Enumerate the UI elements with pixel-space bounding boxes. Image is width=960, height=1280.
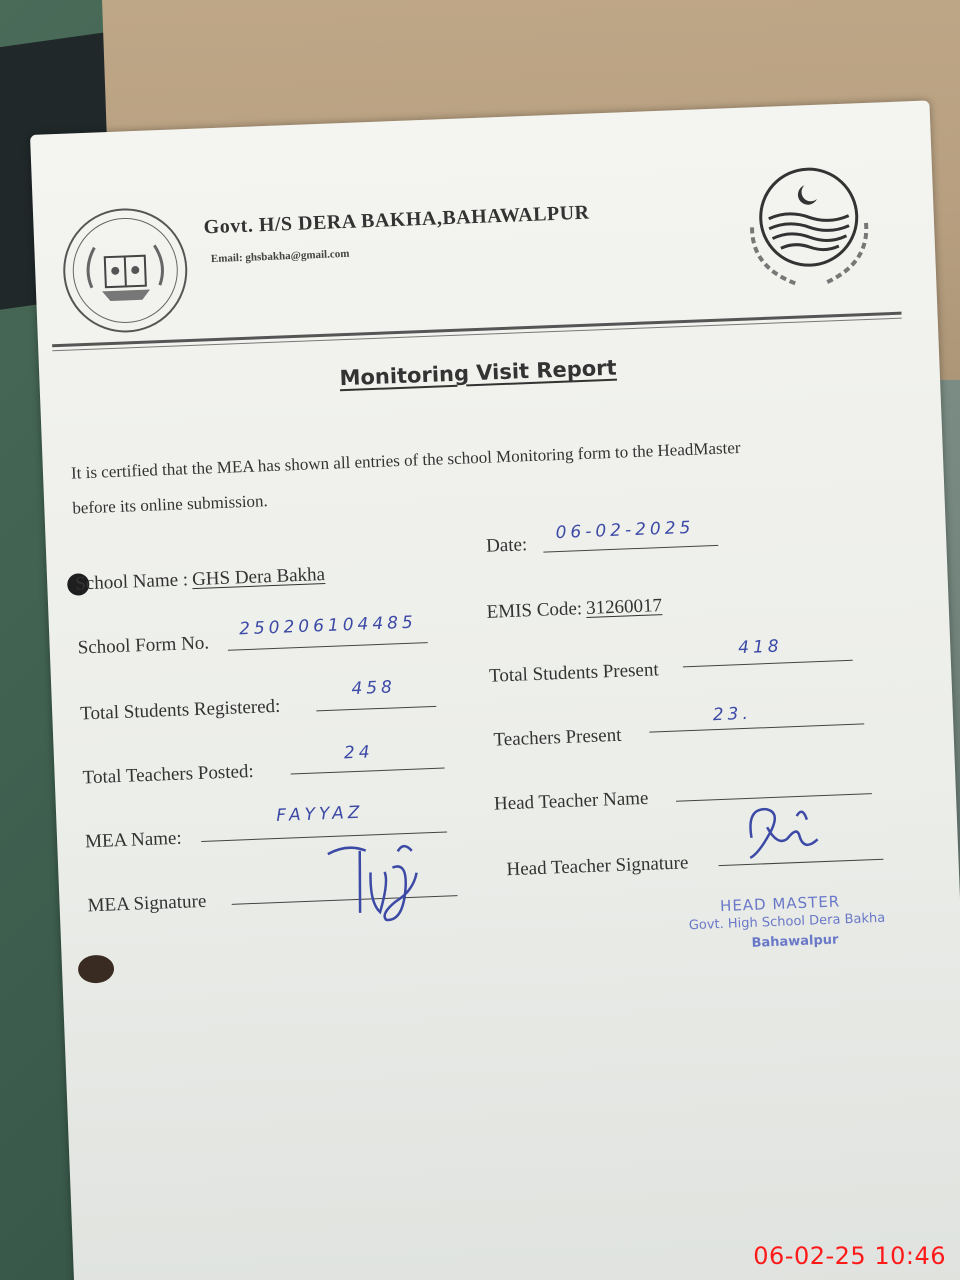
date-label: Date: xyxy=(485,534,528,557)
teachers-present-field xyxy=(493,725,622,752)
head-teacher-name-field xyxy=(494,788,649,816)
mea-name-label: MEA Name: xyxy=(84,827,183,853)
emis-code-value: 31260017 xyxy=(585,595,663,619)
stamp-title: HEAD MASTER xyxy=(719,892,841,916)
total-students-present-underline xyxy=(683,660,853,668)
stamp-city: Bahawalpur xyxy=(751,932,839,951)
punch-hole xyxy=(78,954,115,983)
header-divider xyxy=(52,312,901,348)
mea-name-value: FAYYAZ xyxy=(275,802,364,827)
teachers-present-underline xyxy=(649,723,864,732)
school-name-field xyxy=(75,564,326,596)
mea-name-field xyxy=(85,828,182,854)
government-emblem-icon xyxy=(731,152,886,296)
total-teachers-posted-field xyxy=(82,761,254,790)
certification-text-line2: before its online submission. xyxy=(71,491,269,518)
head-teacher-signature-field xyxy=(506,852,689,881)
emis-code-label: EMIS Code: xyxy=(486,598,583,623)
header-divider-thin xyxy=(52,318,901,352)
mea-signature-field xyxy=(87,891,207,918)
head-teacher-name-label: Head Teacher Name xyxy=(493,787,649,815)
total-teachers-posted-underline xyxy=(291,768,445,775)
school-email: Email: ghsbakha@gmail.com xyxy=(210,247,350,266)
total-students-present-label: Total Students Present xyxy=(488,659,660,687)
emis-code-field xyxy=(486,595,662,624)
school-emblem-icon xyxy=(59,204,192,337)
school-form-no-value: 250206104485 xyxy=(238,612,418,640)
total-students-registered-underline xyxy=(316,706,436,712)
date-underline xyxy=(543,545,718,553)
report-paper xyxy=(30,100,960,1280)
mea-signature-icon xyxy=(307,820,441,935)
total-students-present-value: 418 xyxy=(737,636,784,659)
date-field xyxy=(486,534,528,558)
school-form-no-field xyxy=(77,633,209,660)
mea-signature-label: MEA Signature xyxy=(87,890,207,917)
school-name-label: School Name : xyxy=(74,569,189,595)
camera-timestamp: 06-02-25 10:46 xyxy=(753,1242,946,1270)
school-title: Govt. H/S DERA BAKHA,BAHAWALPUR xyxy=(203,201,590,239)
head-teacher-signature-icon xyxy=(736,795,839,869)
school-form-no-label: School Form No. xyxy=(77,632,210,659)
report-title: Monitoring Visit Report xyxy=(339,355,618,391)
total-teachers-posted-label: Total Teachers Posted: xyxy=(82,760,255,789)
total-teachers-posted-value: 24 xyxy=(343,742,374,764)
school-form-no-underline xyxy=(228,642,428,651)
certification-text-line1: It is certified that the MEA has shown all entries of the school Monitoring form to the HeadMaster xyxy=(70,437,741,483)
head-teacher-signature-label: Head Teacher Signature xyxy=(506,852,689,881)
total-students-present-field xyxy=(489,659,659,687)
date-value: 06-02-2025 xyxy=(555,517,695,544)
teachers-present-label: Teachers Present xyxy=(493,724,622,751)
total-students-registered-field xyxy=(80,696,281,726)
total-students-registered-label: Total Students Registered: xyxy=(79,695,281,725)
school-name-value: GHS Dera Bakha xyxy=(191,564,326,591)
teachers-present-value: 23. xyxy=(712,703,753,726)
stamp-school: Govt. High School Dera Bakha xyxy=(688,910,886,934)
total-students-registered-value: 458 xyxy=(351,677,397,700)
